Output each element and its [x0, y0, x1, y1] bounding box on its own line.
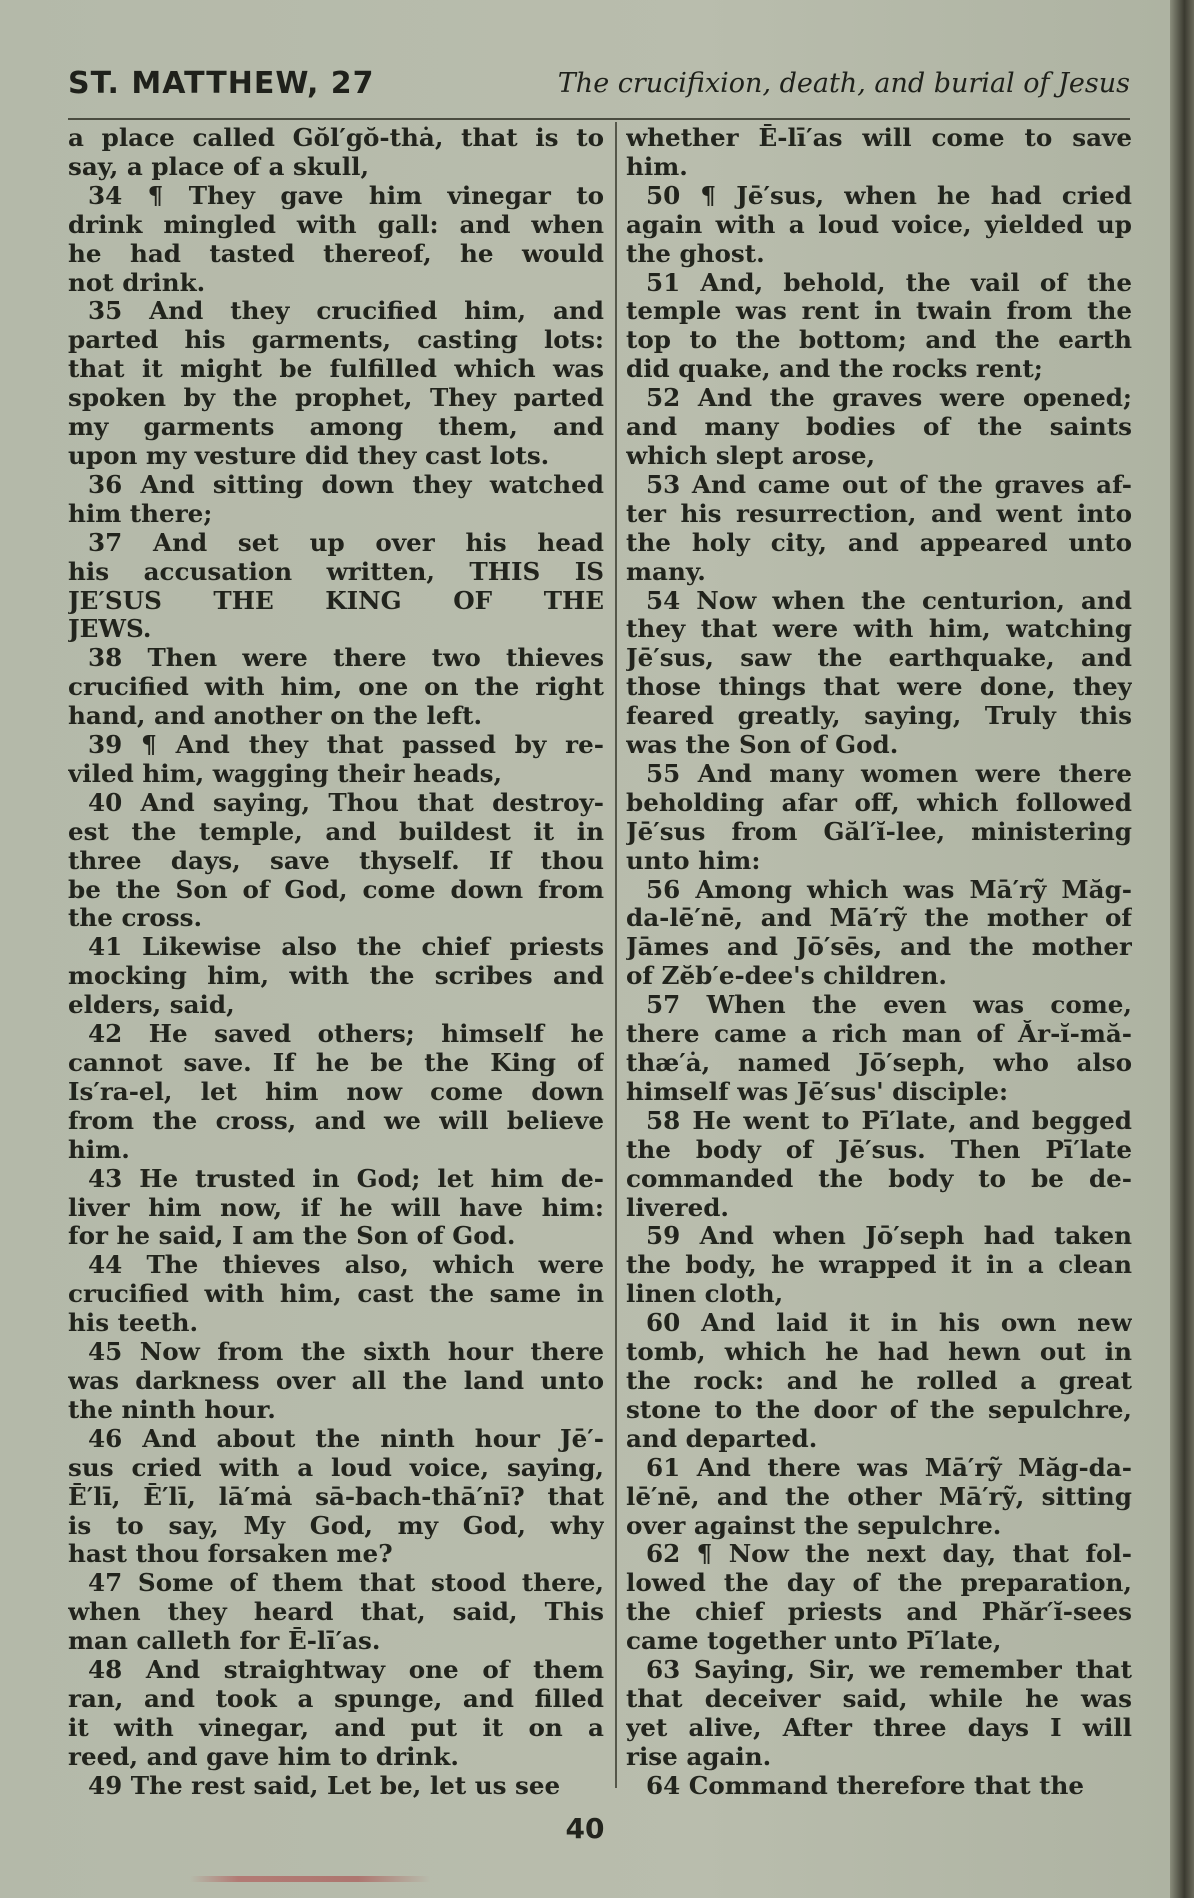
- header-rule: [68, 118, 1130, 120]
- right-column: [626, 124, 1132, 1804]
- text-line: beholding afar off, which followed: [626, 788, 1132, 817]
- text-line: many.: [626, 557, 706, 586]
- left-column: [68, 124, 604, 1804]
- text-line: the body, he wrapped it in a clean: [626, 1251, 1132, 1280]
- text-line: sus cried with a loud voice, saying,: [68, 1453, 604, 1482]
- text-line: he had tasted thereof, he would: [68, 239, 604, 268]
- text-line: temple was rent in twain from the: [626, 297, 1132, 326]
- text-line: Jāmes and Jō′sēs, and the mother: [626, 933, 1132, 962]
- text-line: the holy city, and appeared unto: [626, 528, 1132, 557]
- text-line: unto him:: [626, 846, 761, 875]
- text-line: be the Son of God, come down from: [68, 875, 604, 904]
- text-line: not drink.: [68, 268, 206, 297]
- text-line: commanded the body to be de-: [626, 1164, 1132, 1193]
- text-line: three days, save thyself. If thou: [68, 846, 604, 875]
- text-line: drink mingled with gall: and when: [68, 210, 604, 239]
- text-line: there came a rich man of Ăr-ĭ-mă-: [626, 1020, 1132, 1049]
- text-line: viled him, wagging their heads,: [68, 759, 503, 788]
- text-line: 40 And saying, Thou that destroy-: [88, 788, 604, 817]
- text-line: the rock: and he rolled a great: [626, 1366, 1132, 1395]
- text-line: it with vinegar, and put it on a: [68, 1713, 604, 1742]
- text-line: Ē′lī, Ē′lī, lā′mȧ sā-bach-thā′nī? that: [68, 1482, 604, 1511]
- running-header: [68, 66, 1130, 112]
- text-line: 41 Likewise also the chief priests: [88, 933, 604, 962]
- text-line: 42 He saved others; himself he: [88, 1020, 604, 1049]
- book-chapter-title: ST. MATTHEW, 27: [68, 66, 375, 101]
- text-line: 46 And about the ninth hour Jē′-: [88, 1424, 604, 1453]
- text-line: elders, said,: [68, 991, 235, 1020]
- text-line: my garments among them, and: [68, 413, 604, 442]
- text-line: and departed.: [626, 1424, 818, 1453]
- red-ink-mark: [190, 1876, 430, 1882]
- text-line: was the Son of God.: [626, 731, 899, 760]
- text-line: crucified with him, one on the right: [68, 673, 604, 702]
- text-line: 61 And there was Mā′rỹ Măg-da-: [646, 1453, 1132, 1482]
- text-line: cannot save. If he be the King of: [68, 1049, 604, 1077]
- text-line: 43 He trusted in God; let him de-: [88, 1164, 604, 1193]
- text-line: linen cloth,: [626, 1280, 784, 1309]
- text-line: 48 And straightway one of them: [88, 1656, 604, 1685]
- text-line: and many bodies of the saints: [626, 413, 1132, 442]
- text-line: 58 He went to Pī′late, and begged: [646, 1106, 1132, 1135]
- text-line: ran, and took a spunge, and filled: [68, 1684, 604, 1713]
- text-line: thæ′ȧ, named Jō′seph, who also: [626, 1049, 1132, 1077]
- text-line: himself was Jē′sus' disciple:: [626, 1077, 1009, 1106]
- text-line: that deceiver said, while he was: [626, 1684, 1132, 1713]
- text-line: parted his garments, casting lots:: [68, 326, 604, 355]
- text-line: him.: [68, 1135, 130, 1164]
- text-line: 52 And the graves were opened;: [646, 384, 1132, 413]
- text-line: his teeth.: [68, 1309, 199, 1338]
- text-line: crucified with him, cast the same in: [68, 1280, 604, 1309]
- text-line: lowed the day of the preparation,: [626, 1569, 1132, 1598]
- text-line: tomb, which he had hewn out in: [626, 1338, 1132, 1367]
- text-line: 51 And, behold, the vail of the: [646, 268, 1132, 297]
- text-line: 62 ¶ Now the next day, that fol-: [646, 1540, 1132, 1569]
- text-line: 63 Saying, Sir, we remember that: [646, 1656, 1132, 1685]
- text-line: 59 And when Jō′seph had taken: [646, 1222, 1132, 1251]
- text-line: the cross.: [68, 904, 203, 933]
- text-line: 38 Then were there two thieves: [88, 644, 604, 673]
- text-line: man calleth for Ē-lī′as.: [68, 1627, 381, 1656]
- text-line: lē′nē, and the other Mā′rỹ, sitting: [626, 1482, 1132, 1511]
- text-line: 36 And sitting down they watched: [88, 470, 604, 499]
- text-line: say, a place of a skull,: [68, 152, 370, 181]
- text-line: him.: [626, 152, 688, 181]
- text-line: rise again.: [626, 1742, 772, 1771]
- text-line: the body of Jē′sus. Then Pī′late: [626, 1135, 1132, 1164]
- text-line: upon my vesture did they cast lots.: [68, 441, 550, 470]
- text-line: livered.: [626, 1193, 729, 1222]
- text-line: Jē′sus from Găl′ĭ-lee, ministering: [626, 817, 1132, 846]
- text-line: they that were with him, watching: [626, 615, 1132, 644]
- text-line: Is′ra-el, let him now come down: [68, 1077, 604, 1106]
- text-line: Jē′sus, saw the earthquake, and: [626, 644, 1132, 673]
- text-line: 64 Command therefore that the: [646, 1771, 1085, 1800]
- text-line: 54 Now when the centurion, and: [646, 586, 1132, 615]
- text-line: ter his resurrection, and went into: [626, 499, 1132, 528]
- text-line: was darkness over all the land unto: [68, 1366, 604, 1395]
- text-line: his accusation written, THIS IS: [68, 557, 604, 586]
- text-line: JEWS.: [68, 615, 152, 644]
- text-line: those things that were done, they: [626, 673, 1132, 702]
- text-line: from the cross, and we will believe: [68, 1106, 604, 1135]
- text-line: JE′SUS THE KING OF THE: [68, 586, 604, 615]
- text-line: is to say, My God, my God, why: [68, 1511, 604, 1540]
- text-line: the chief priests and Phăr′ĭ-sees: [626, 1598, 1132, 1627]
- text-line: did quake, and the rocks rent;: [626, 355, 1043, 384]
- text-line: 39 ¶ And they that passed by re-: [88, 731, 604, 760]
- text-line: 47 Some of them that stood there,: [88, 1569, 604, 1598]
- text-line: the ninth hour.: [68, 1395, 276, 1424]
- text-line: hast thou forsaken me?: [68, 1540, 393, 1569]
- text-line: 37 And set up over his head: [88, 528, 604, 557]
- text-line: of Zĕb′e-dee's children.: [626, 962, 947, 991]
- column-divider: [615, 122, 617, 1788]
- text-line: 34 ¶ They gave him vinegar to: [88, 181, 604, 210]
- text-line: the ghost.: [626, 239, 765, 268]
- text-line: liver him now, if he will have him:: [68, 1193, 604, 1222]
- text-line: 49 The rest said, Let be, let us see: [88, 1771, 561, 1800]
- text-line: 44 The thieves also, which were: [88, 1251, 604, 1280]
- text-line: came together unto Pī′late,: [626, 1627, 1002, 1656]
- text-line: yet alive, After three days I will: [626, 1713, 1132, 1742]
- section-topic: The crucifixion, death, and burial of Jesus: [557, 68, 1130, 99]
- text-line: spoken by the prophet, They parted: [68, 384, 604, 413]
- text-line: that it might be fulfilled which was: [68, 355, 604, 384]
- text-line: da-lē′nē, and Mā′rỹ the mother of: [626, 904, 1132, 933]
- text-line: whether Ē-lī′as will come to save: [626, 124, 1132, 152]
- text-line: 55 And many women were there: [646, 759, 1132, 788]
- text-line: 57 When the even was come,: [646, 991, 1132, 1020]
- text-line: top to the bottom; and the earth: [626, 326, 1132, 355]
- text-line: stone to the door of the sepulchre,: [626, 1395, 1132, 1424]
- text-line: 60 And laid it in his own new: [646, 1309, 1132, 1338]
- text-line: which slept arose,: [626, 441, 876, 470]
- text-line: him there;: [68, 499, 213, 528]
- text-line: 45 Now from the sixth hour there: [88, 1338, 604, 1367]
- text-line: est the temple, and buildest it in: [68, 817, 604, 846]
- text-line: a place called Gŏl′gŏ-thȧ, that is to: [68, 124, 604, 152]
- text-line: 50 ¶ Jē′sus, when he had cried: [646, 181, 1132, 210]
- text-line: over against the sepulchre.: [626, 1511, 1002, 1540]
- text-line: when they heard that, said, This: [68, 1598, 604, 1627]
- text-line: again with a loud voice, yielded up: [626, 210, 1132, 239]
- text-line: hand, and another on the left.: [68, 702, 483, 731]
- page-edge: [1170, 0, 1194, 1898]
- page-number: 40: [565, 1812, 605, 1845]
- text-line: mocking him, with the scribes and: [68, 962, 604, 991]
- text-line: 56 Among which was Mā′rỹ Măg-: [646, 875, 1132, 904]
- text-line: feared greatly, saying, Truly this: [626, 702, 1132, 731]
- text-line: for he said, I am the Son of God.: [68, 1222, 516, 1251]
- text-line: 53 And came out of the graves af-: [646, 470, 1132, 499]
- text-line: 35 And they crucified him, and: [88, 297, 604, 326]
- text-line: reed, and gave him to drink.: [68, 1742, 459, 1771]
